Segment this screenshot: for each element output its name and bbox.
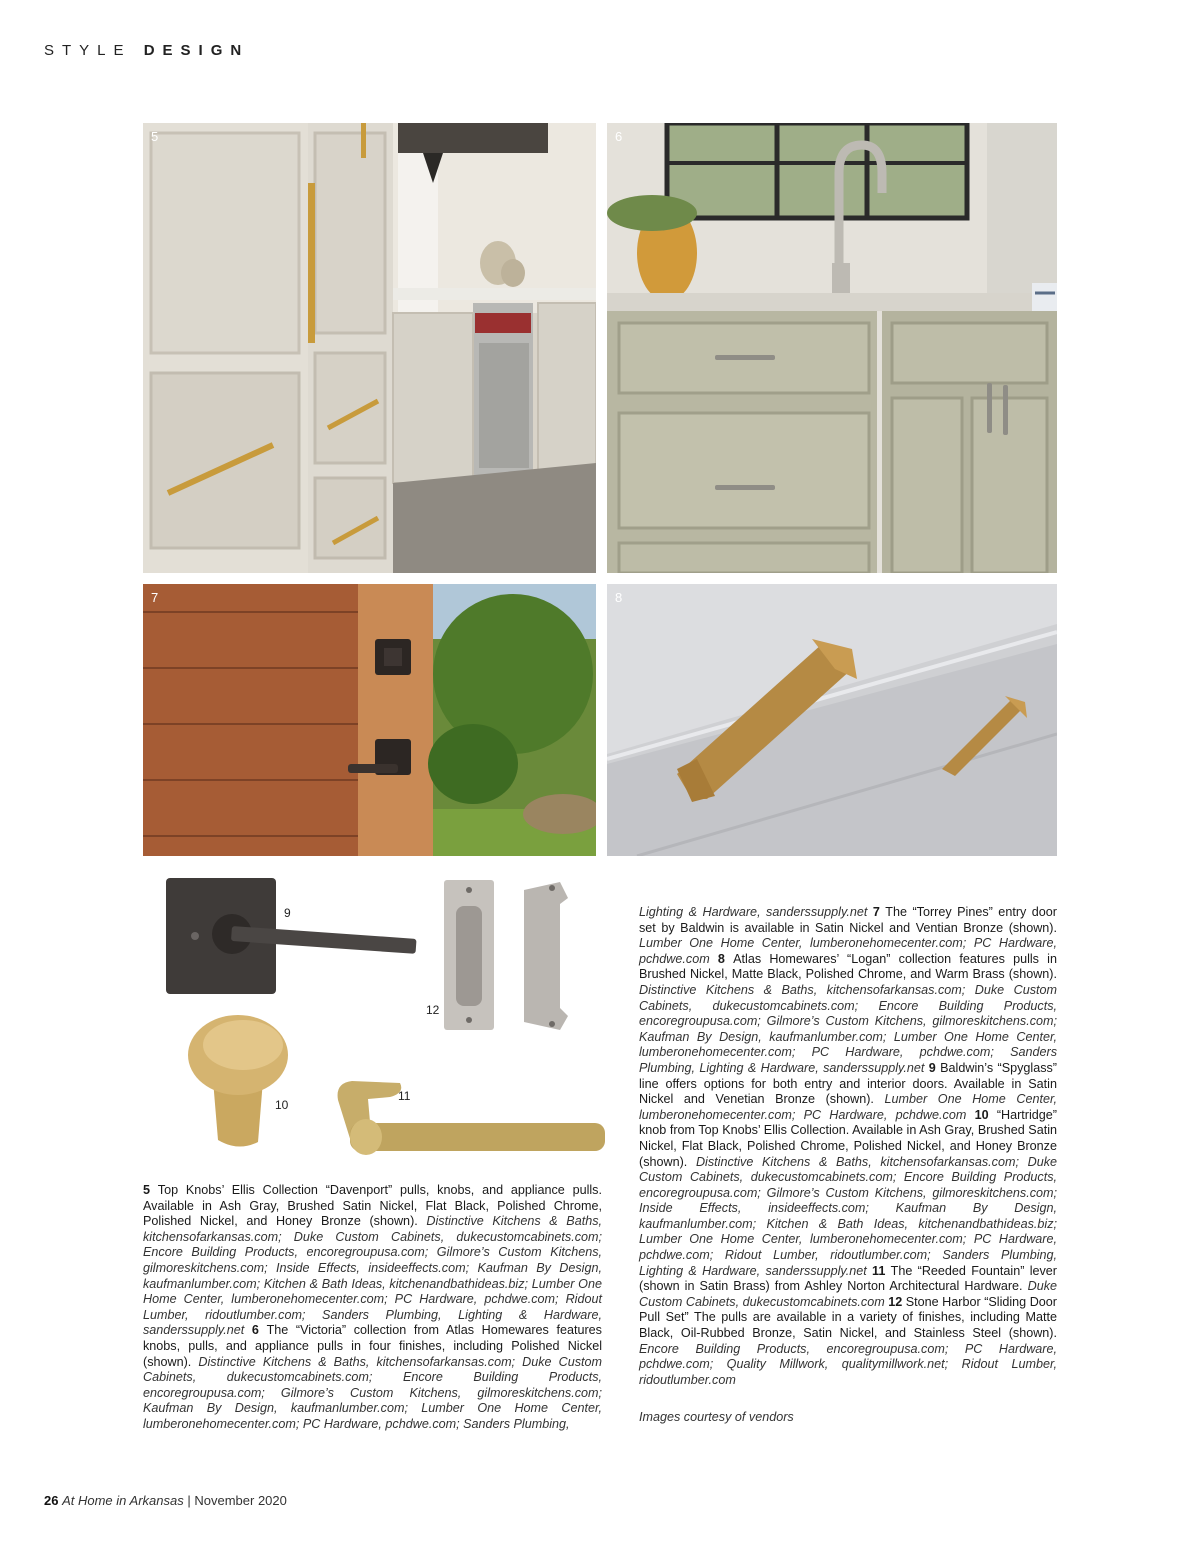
body-text-left-column: [143, 1183, 602, 1433]
page-footer: [44, 1493, 287, 1508]
photo-number: 7: [151, 590, 159, 605]
photo-number: 5: [151, 129, 159, 144]
caption-text: The “Victoria” collection from Atlas Homewares features knobs, pulls, and appliance pulls in four finishes, including Polished Nickel (shown).: [143, 1323, 602, 1369]
retailer-list: Lighting & Hardware, sanderssupply.net: [639, 905, 873, 919]
image-credit: Images courtesy of vendors: [639, 1410, 794, 1424]
caption-text: The “Reeded Fountain” lever (shown in Satin Brass) from Ashley Norton Architectural Hardware.: [639, 1263, 1058, 1294]
retailer-list: Distinctive Kitchens & Baths, kitchensofarkansas.com; Duke Custom Cabinets, dukecustomcabinets.com; Encore Building Products, encoregroupusa.com; Gilmore’s Custom Kitchens, gilmoreskitchens.com; Kaufman By Design, kaufmanlumber.com; Lumber One Home Center, lumberonehomecenter.com; PC Hardware, pchdwe.com; Sanders Plumbing,: [143, 1354, 602, 1431]
knob-illustration: [183, 1010, 303, 1152]
product-number: 10: [275, 1098, 289, 1112]
retailer-list: Encore Building Products, encoregroupusa.com; PC Hardware, pchdwe.com; Quality Millwork, qualitymillwork.net; Ridout Lumber, ridoutlumber.com: [639, 1341, 1057, 1387]
product-10-knob: [183, 1010, 303, 1152]
retailer-list: Distinctive Kitchens & Baths, kitchensofarkansas.com; Duke Custom Cabinets, dukecustomcabinets.com; Encore Building Products, encoregroupusa.com; Gilmore’s Custom Kitchens, gilmoreskitchens.com; Kaufman By Design, kaufmanlumber.com; Lumber One Home Center, lumberonehomecenter.com; PC Hardware, pchdwe.com; Sanders Plumbing, Lighting & Hardware, sanderssupply.net: [639, 982, 1057, 1075]
photo-7-illustration: [143, 584, 596, 856]
caption-text: “Hartridge” knob from Top Knobs’ Ellis Collection. Available in Ash Gray, Brushed Satin Nickel, Flat Black, Polished Chrome, Polished Nickel, and Honey Bronze (shown).: [639, 1107, 1057, 1169]
lever-illustration-brass: [330, 1075, 610, 1165]
body-text-right-column: [639, 905, 1057, 1388]
photo-6-kitchen-nickel-pulls: [607, 123, 1057, 573]
retailer-list: Distinctive Kitchens & Baths, kitchensofarkansas.com; Duke Custom Cabinets, dukecustomcabinets.com; Encore Building Products, encoregroupusa.com; Gilmore’s Custom Kitchens, gilmoreskitchens.com; Inside Effects, insideeffects.com; Kaufman By Design, kaufmanlumber.com; Kitchen & Bath Ideas, kitchenandbathideas.biz; Lumber One Home Center, lumberonehomecenter.com; PC Hardware, pchdwe.com; Ridout Lumber, ridoutlumber.com; Sanders Plumbing, Lighting & Hardware, sanderssupply.net: [143, 1214, 602, 1338]
section-label-light: STYLE: [44, 42, 144, 59]
retailer-list: Lumber One Home Center, lumberonehomecenter.com; PC Hardware, pchdwe.com: [639, 936, 1057, 966]
product-number: 12: [426, 1003, 440, 1017]
product-9-lever-on-rose: [160, 874, 425, 1000]
caption-number: 12: [888, 1294, 906, 1309]
product-12-sliding-door-pulls: [420, 876, 590, 1036]
photo-7-door-handleset: [143, 584, 596, 856]
caption-text: Atlas Homewares’ “Logan” collection features pulls in Brushed Nickel, Matte Black, Polished Chrome, and Warm Brass (shown).: [639, 951, 1057, 982]
page-number: 26: [44, 1493, 59, 1508]
photo-6-illustration: [607, 123, 1057, 573]
magazine-name: At Home in Arkansas: [62, 1493, 184, 1508]
caption-text: Stone Harbor “Sliding Door Pull Set” The pulls are available in a variety of finishes, including Matte Black, Oil-Rubbed Bronze, Satin Nickel, and Stainless Steel (shown).: [639, 1294, 1057, 1341]
photo-number: 6: [615, 129, 623, 144]
caption-text: Top Knobs’ Ellis Collection “Davenport” pulls, knobs, and appliance pulls. Available in Ash Gray, Brushed Satin Nickel, Flat Black, Polished Chrome, Polished Nickel, and Honey Bronze (shown).: [143, 1183, 602, 1229]
caption-number: 6: [251, 1323, 267, 1338]
photo-5-illustration: [143, 123, 596, 573]
caption-text: The “Torrey Pines” entry door set by Baldwin is available in Satin Nickel and Ventian Bronze (shown).: [639, 905, 1057, 935]
issue-date: November 2020: [194, 1493, 287, 1508]
product-number: 9: [284, 906, 291, 920]
caption-text: Baldwin’s “Spyglass” line offers options for both entry and interior doors. Available in Satin Nickel and Venetian Bronze (shown).: [639, 1060, 1057, 1107]
captions-5-6: [143, 1183, 602, 1433]
photo-5-kitchen-brass-pulls: [143, 123, 596, 573]
caption-number: 8: [717, 951, 734, 966]
lever-illustration: [160, 874, 425, 1000]
product-11-reeded-lever: [330, 1075, 610, 1165]
caption-number: 9: [928, 1060, 941, 1075]
caption-number: 10: [974, 1107, 997, 1122]
caption-number: 7: [872, 905, 886, 919]
section-label-bold: DESIGN: [143, 42, 250, 59]
photo-number: 8: [615, 590, 623, 605]
section-label: [44, 42, 249, 59]
pull-set-illustration: [420, 876, 590, 1036]
photo-8-illustration: [607, 584, 1057, 856]
photo-8-brass-pull: [607, 584, 1057, 856]
retailer-list: Distinctive Kitchens & Baths, kitchensofarkansas.com; Duke Custom Cabinets, dukecustomcabinets.com; Encore Building Products, encoregroupusa.com; Gilmore’s Custom Kitchens, gilmoreskitchens.com; Inside Effects, insideeffects.com; Kaufman By Design, kaufmanlumber.com; Kitchen & Bath Ideas, kitchenandbathideas.biz; Lumber One Home Center, lumberonehomecenter.com; PC Hardware, pchdwe.com; Ridout Lumber, ridoutlumber.com; Sanders Plumbing, Lighting & Hardware, sanderssupply.net: [639, 1154, 1057, 1278]
caption-number: 11: [872, 1263, 891, 1278]
retailer-list: Lumber One Home Center, lumberonehomecenter.com; PC Hardware, pchdwe.com: [639, 1092, 1057, 1122]
retailer-list: Duke Custom Cabinets, dukecustomcabinets.com: [639, 1279, 1057, 1309]
footer-separator: |: [187, 1493, 191, 1508]
captions-7-12: [639, 905, 1057, 1388]
caption-number: 5: [143, 1183, 158, 1197]
product-number: 11: [398, 1089, 411, 1103]
